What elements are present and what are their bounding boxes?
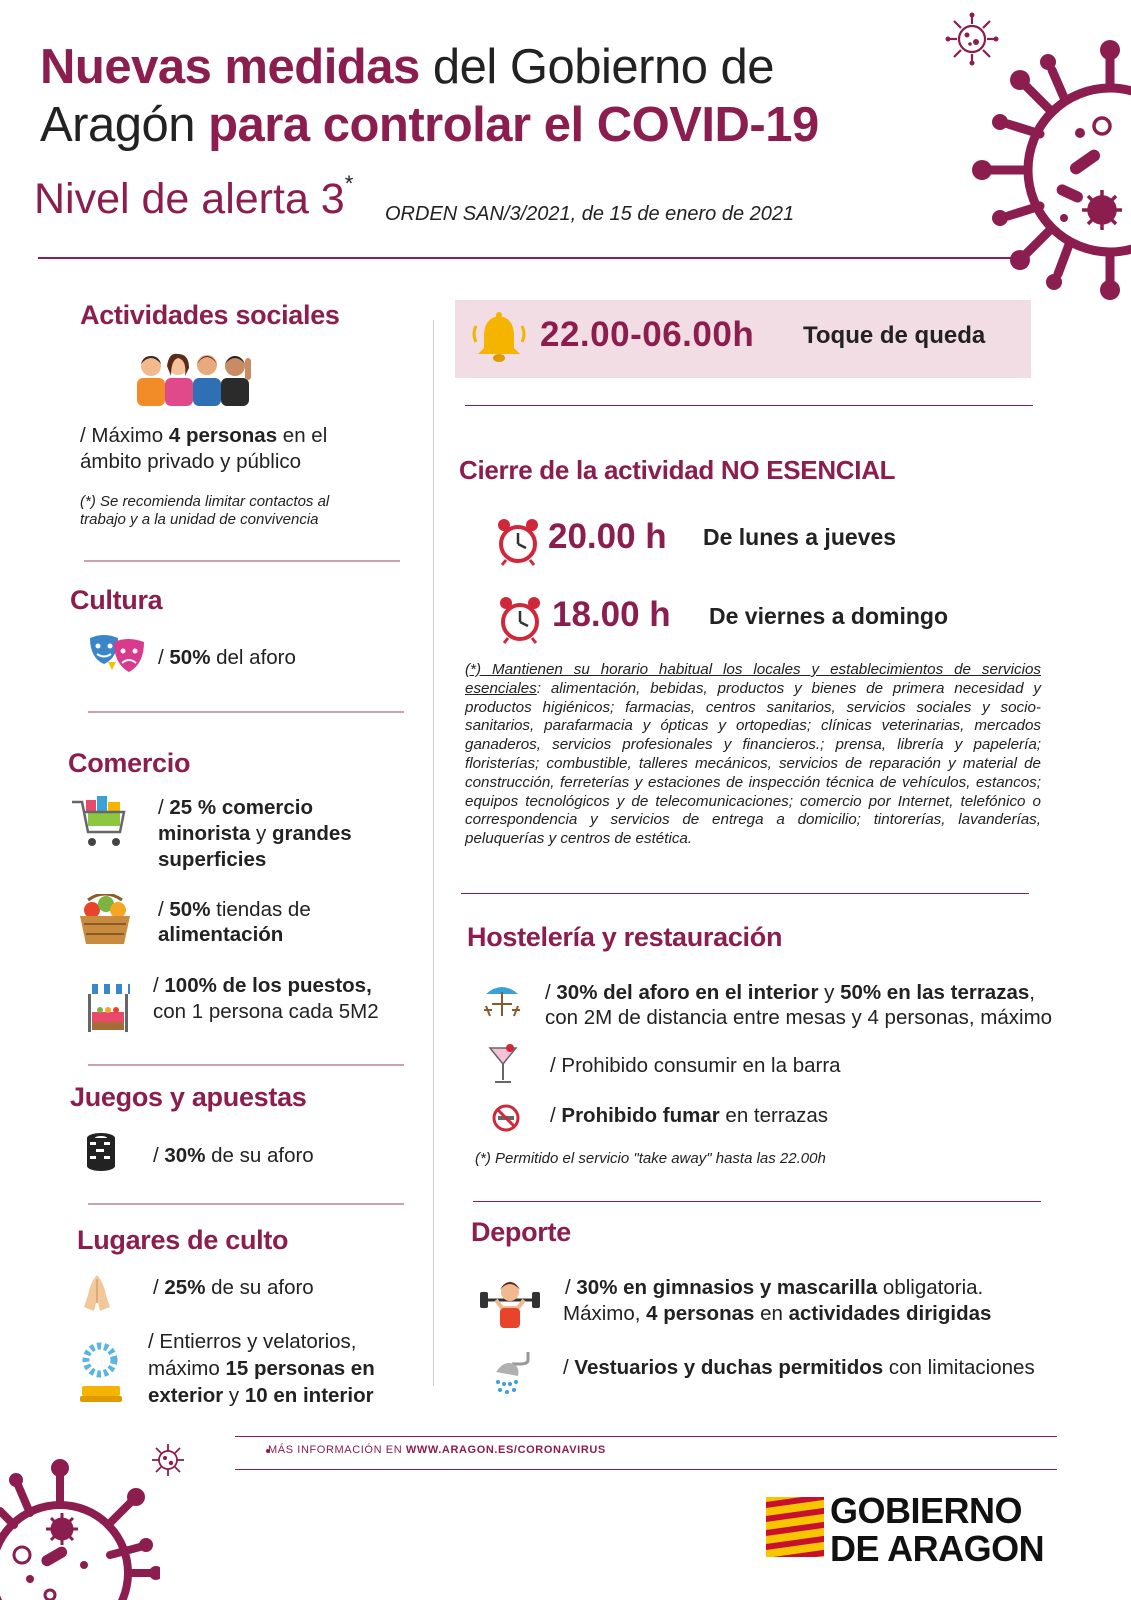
culture-pre: / <box>158 646 170 669</box>
section-divider <box>88 1064 404 1066</box>
title-highlight-1: Nuevas medidas <box>40 40 420 94</box>
alert-level-heading <box>34 171 354 224</box>
social-scope-line: ámbito privado y público <box>80 450 302 473</box>
culture-post: del aforo <box>210 646 296 669</box>
hosp-item3-post: en terrazas <box>719 1104 828 1127</box>
bell-icon <box>470 310 528 366</box>
commerce-item2-bold: 50% <box>169 898 211 921</box>
header-divider <box>38 257 1018 259</box>
culture-bold: 50% <box>169 646 211 669</box>
shower-icon <box>490 1350 534 1398</box>
closure-label-weekdays: De lunes a jueves <box>703 524 897 550</box>
order-reference: ORDEN SAN/3/2021, de 15 de enero de 2021 <box>385 203 795 225</box>
social-max-people-line <box>80 423 327 449</box>
closure-heading: Cierre de la actividad NO ESENCIAL <box>459 455 896 485</box>
sport-changing-rooms-line <box>563 1355 1035 1381</box>
market-stall-icon <box>82 982 134 1034</box>
worship-funerals-line3 <box>148 1383 374 1409</box>
section-divider <box>461 893 1029 894</box>
culture-heading: Cultura <box>70 585 163 615</box>
alarm-clock-icon <box>496 518 540 566</box>
sport-item2-post: con limitaciones <box>883 1356 1035 1379</box>
section-divider <box>84 560 400 562</box>
culture-capacity-line <box>158 645 296 671</box>
sport-item1-line2-bold2: actividades dirigidas <box>788 1302 992 1325</box>
closure-label-weekend: De viernes a domingo <box>709 603 949 629</box>
commerce-item3-bold: 100% de los puestos, <box>164 974 372 997</box>
sport-item1-post: obligatoria. <box>877 1276 984 1299</box>
hospitality-no-smoking-line <box>550 1103 828 1129</box>
commerce-food-line2: alimentación <box>158 923 284 946</box>
commerce-heading: Comercio <box>68 748 191 778</box>
page-title <box>40 38 940 154</box>
hosp-item1-post: , <box>1029 981 1035 1004</box>
closure-time-weekend: 18.00 h <box>552 595 671 634</box>
worship-item1-post: de su aforo <box>205 1276 314 1299</box>
hosp-item1-pre: / <box>545 981 557 1004</box>
sport-item1-line2-mid: en <box>754 1302 789 1325</box>
social-activities-heading: Actividades sociales <box>80 300 340 330</box>
hosp-item1-bold2: 50% en las terrazas <box>840 981 1030 1004</box>
commerce-item1-line2-bold1: minorista <box>158 822 251 845</box>
commerce-item2-pre: / <box>158 898 170 921</box>
casino-chips-icon <box>84 1132 118 1172</box>
funeral-wreath-coffin-icon <box>78 1342 124 1406</box>
alert-level-asterisk: * <box>344 171 354 196</box>
commerce-item1-bold: 25 % comercio <box>169 796 313 819</box>
games-bold: 30% <box>164 1144 206 1167</box>
worship-capacity-line <box>153 1275 314 1301</box>
worship-item1-pre: / <box>153 1276 165 1299</box>
games-heading: Juegos y apuestas <box>70 1082 307 1112</box>
more-info-line <box>268 1444 606 1456</box>
column-divider <box>433 320 434 1386</box>
hospitality-heading: Hostelería y restauración <box>467 922 783 952</box>
commerce-item1-line2-bold2: grandes <box>271 822 352 845</box>
section-divider <box>88 711 404 713</box>
cocktail-glass-icon <box>488 1044 518 1086</box>
commerce-retail-line3: superficies <box>158 848 267 871</box>
sport-item1-bold: 30% en gimnasios y mascarilla <box>576 1276 878 1299</box>
worship-funerals-line1: / Entierros y velatorios, <box>148 1330 357 1353</box>
terrace-table-icon <box>482 980 522 1020</box>
social-note-line2: trabajo y a la unidad de convivencia <box>80 511 319 528</box>
games-post: de su aforo <box>205 1144 314 1167</box>
footer-divider-top <box>235 1436 1057 1437</box>
government-logo-text <box>830 1492 1044 1568</box>
section-divider <box>465 405 1033 406</box>
small-virus-footer-icon <box>150 1442 186 1478</box>
sport-gym-line2 <box>563 1301 991 1327</box>
social-line1-bold: 4 personas <box>168 424 278 447</box>
logo-line1: GOBIERNO <box>830 1490 1023 1531</box>
sport-item2-pre: / <box>563 1356 575 1379</box>
title-text-2: Aragón <box>40 98 209 152</box>
large-virus-bottom-left-icon <box>0 1455 160 1600</box>
hospitality-capacity-line1 <box>545 980 1035 1006</box>
more-info-link[interactable]: WWW.ARAGON.ES/CORONAVIRUS <box>405 1444 606 1456</box>
hospitality-no-bar-line: / Prohibido consumir en la barra <box>550 1054 841 1077</box>
section-divider <box>473 1201 1041 1202</box>
praying-hands-icon <box>80 1273 114 1313</box>
group-of-people-icon <box>135 352 253 406</box>
social-line1-post: en el <box>277 424 328 447</box>
commerce-item1-line2-mid: y <box>250 822 272 845</box>
shopping-cart-icon <box>70 794 128 852</box>
hospitality-capacity-line2: con 2M de distancia entre mesas y 4 personas, máximo <box>545 1006 1053 1029</box>
commerce-item2-post: tiendas de <box>210 898 311 921</box>
weightlifter-icon <box>478 1278 542 1330</box>
curfew-time: 22.00-06.00h <box>540 315 755 354</box>
logo-line2: DE ARAGON <box>830 1528 1045 1569</box>
essential-note-rest: : alimentación, bebidas, productos y bienes de primera necesidad y productos higiénicos; farmacias, centros sanitarios, servicios sociales y socio-sanitarios, parafarmacia y ópticas y ortopedias; clínicas veterinarias, mercados ganaderos, servicios profesionales y financieros.; prensa, librería y papelería; floristerías; combustible, talleres mecánicos, servicios de reparación y material de construcción, ferreterías y estaciones de inspección técnica de vehículos, estancos; equipos tecnológicos y de telecomunicaciones; comercio por Internet, telefónico o correspondencia y servicios de entrega a domicilio; tintorerías, lavanderías, peluquerías y centros de estética. <box>465 679 1041 848</box>
hosp-item3-pre: / <box>550 1104 562 1127</box>
social-line1-pre: / Máximo <box>80 424 169 447</box>
sport-item1-pre: / <box>565 1276 577 1299</box>
aragon-flag-logo-icon <box>766 1497 824 1557</box>
games-capacity-line <box>153 1143 314 1169</box>
commerce-retail-line1 <box>158 795 313 821</box>
hosp-item3-bold: Prohibido fumar <box>561 1104 720 1127</box>
sport-gym-line1 <box>565 1275 983 1301</box>
social-note-line1: (*) Se recomienda limitar contactos al <box>80 493 330 510</box>
commerce-stalls-line1 <box>153 973 372 999</box>
alert-level-text: Nivel de alerta 3 <box>34 175 345 223</box>
sport-heading: Deporte <box>471 1217 571 1247</box>
worship-item2-line2-pre: máximo <box>148 1357 226 1380</box>
worship-item2-line3-bold1: exterior <box>148 1384 224 1407</box>
food-basket-icon <box>78 894 132 946</box>
games-pre: / <box>153 1144 165 1167</box>
worship-funerals-line2 <box>148 1356 375 1382</box>
commerce-retail-line2 <box>158 821 352 847</box>
sport-item1-line2-pre: Máximo, <box>563 1302 647 1325</box>
worship-item2-line3-mid: y <box>223 1384 245 1407</box>
commerce-item3-pre: / <box>153 974 165 997</box>
no-smoking-icon <box>492 1104 520 1132</box>
hosp-item1-mid: y <box>818 981 841 1004</box>
theater-masks-icon <box>88 632 146 674</box>
large-virus-top-right-icon <box>960 38 1131 300</box>
worship-item2-line3-bold2: 10 en interior <box>244 1384 374 1407</box>
closure-time-weekdays: 20.00 h <box>548 517 667 556</box>
sport-item2-bold: Vestuarios y duchas permitidos <box>574 1356 884 1379</box>
footer-divider-bottom <box>235 1469 1057 1470</box>
commerce-food-line1 <box>158 897 311 923</box>
commerce-stalls-line2: con 1 persona cada 5M2 <box>153 1000 379 1023</box>
section-divider <box>88 1203 404 1205</box>
alarm-clock-icon <box>498 596 542 644</box>
sport-item1-line2-bold1: 4 personas <box>646 1302 755 1325</box>
essential-services-note <box>465 661 1041 849</box>
curfew-label: Toque de queda <box>803 322 986 349</box>
title-highlight-2: para controlar el COVID-19 <box>208 98 819 152</box>
hospitality-takeaway-note: (*) Permitido el servicio "take away" hasta las 22.00h <box>475 1150 826 1167</box>
worship-heading: Lugares de culto <box>77 1225 289 1255</box>
title-text-1: del Gobierno de <box>419 40 775 94</box>
essential-note-underlined: (*) Mantienen su horario habitual los locales y establecimientos de servicios esenciales <box>465 661 1041 697</box>
worship-item2-line2-bold: 15 personas en <box>225 1357 375 1380</box>
commerce-item1-pre: / <box>158 796 170 819</box>
worship-item1-bold: 25% <box>164 1276 206 1299</box>
more-info-pre: MÁS INFORMACIÓN EN <box>268 1444 406 1456</box>
hosp-item1-bold1: 30% del aforo en el interior <box>556 981 819 1004</box>
